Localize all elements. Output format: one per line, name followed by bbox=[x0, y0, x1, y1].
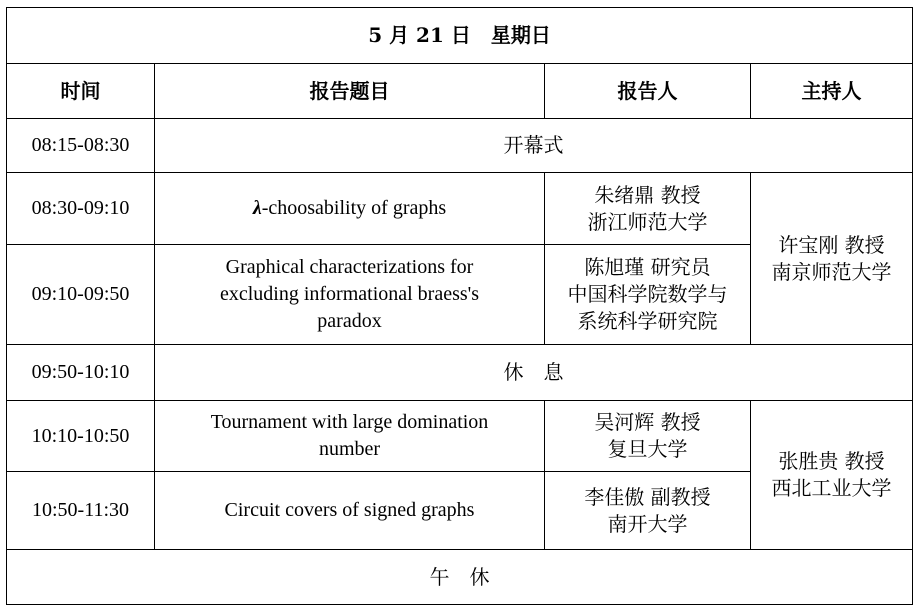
talk-title-text: -choosability of graphs bbox=[261, 197, 447, 219]
host-cell bbox=[751, 401, 913, 550]
talk-title-line: paradox bbox=[317, 310, 382, 332]
speaker-affiliation: 南开大学 bbox=[607, 511, 688, 536]
host-affiliation: 南京师范大学 bbox=[771, 259, 892, 284]
time-cell: 08:15-08:30 bbox=[7, 119, 155, 173]
talk-title-line: number bbox=[318, 438, 381, 460]
header-title: 报告题目 bbox=[155, 64, 545, 119]
table-row bbox=[7, 401, 913, 472]
talk-title: Circuit covers of signed graphs bbox=[155, 472, 545, 550]
speaker-cell bbox=[545, 472, 751, 550]
speaker-affiliation: 浙江师范大学 bbox=[587, 209, 708, 234]
time-cell: 08:30-09:10 bbox=[7, 173, 155, 245]
speaker-affiliation: 中国科学院数学与 bbox=[567, 282, 728, 306]
speaker-cell bbox=[545, 401, 751, 472]
table-row bbox=[7, 119, 913, 173]
schedule-date-title: 5 月 21 日 星期日 bbox=[7, 8, 913, 64]
time-cell: 09:10-09:50 bbox=[7, 245, 155, 345]
event-break: 休 息 bbox=[155, 345, 913, 401]
speaker-name: 吴河辉 教授 bbox=[594, 410, 701, 434]
talk-title-line: excluding informational braess's bbox=[219, 283, 480, 305]
speaker-cell bbox=[545, 245, 751, 345]
header-row bbox=[7, 64, 913, 119]
time-cell: 09:50-10:10 bbox=[7, 345, 155, 401]
time-cell: 10:50-11:30 bbox=[7, 472, 155, 550]
lambda-symbol: λ bbox=[252, 197, 262, 219]
host-affiliation: 西北工业大学 bbox=[771, 476, 892, 500]
speaker-affiliation: 系统科学研究院 bbox=[577, 309, 718, 333]
event-opening: 开幕式 bbox=[155, 119, 913, 173]
host-name: 张胜贵 教授 bbox=[778, 449, 885, 473]
table-row bbox=[7, 173, 913, 245]
talk-title bbox=[155, 401, 545, 472]
header-time: 时间 bbox=[7, 64, 155, 119]
talk-title bbox=[155, 173, 545, 245]
talk-title-line: Graphical characterizations for bbox=[225, 256, 474, 278]
time-cell: 10:10-10:50 bbox=[7, 401, 155, 472]
event-lunch: 午 休 bbox=[7, 550, 913, 605]
talk-title-line: Tournament with large domination bbox=[210, 411, 489, 433]
header-host: 主持人 bbox=[751, 64, 913, 119]
title-row bbox=[7, 8, 913, 64]
host-cell bbox=[751, 173, 913, 345]
table-row bbox=[7, 345, 913, 401]
talk-title bbox=[155, 245, 545, 345]
speaker-name: 陈旭瑾 研究员 bbox=[584, 255, 711, 279]
speaker-affiliation: 复旦大学 bbox=[607, 437, 688, 461]
speaker-name: 朱绪鼎 教授 bbox=[594, 182, 701, 207]
host-name: 许宝刚 教授 bbox=[778, 232, 885, 257]
speaker-name: 李佳傲 副教授 bbox=[584, 484, 711, 509]
speaker-cell bbox=[545, 173, 751, 245]
header-speaker: 报告人 bbox=[545, 64, 751, 119]
table-row bbox=[7, 550, 913, 605]
schedule-table bbox=[6, 7, 913, 605]
